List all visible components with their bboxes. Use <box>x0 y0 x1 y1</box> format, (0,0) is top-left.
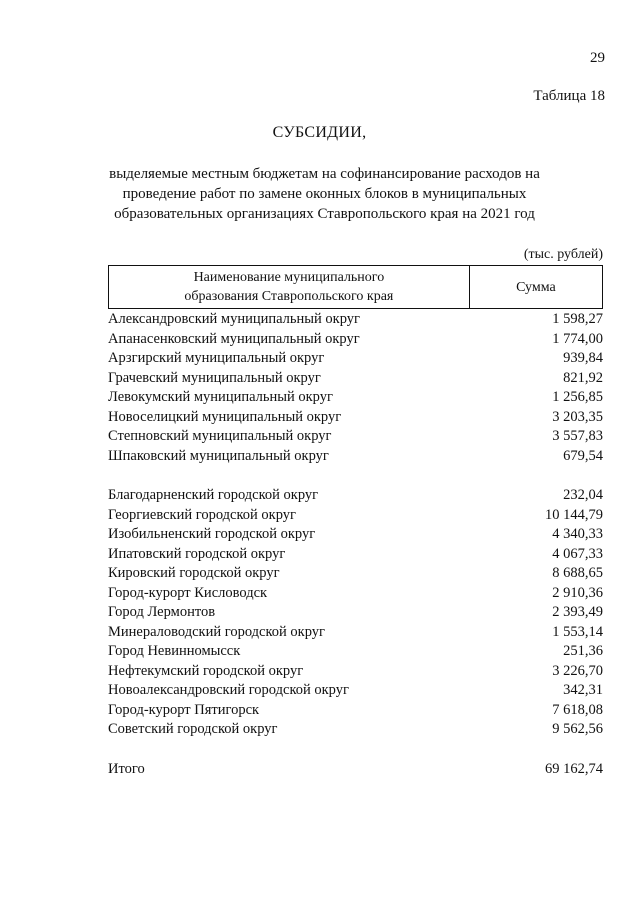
total-row <box>108 759 603 779</box>
subsidy-amount: 1 553,14 <box>552 623 603 640</box>
subsidy-amount: 1 774,00 <box>552 330 603 347</box>
subtitle-line: образовательных организациях Ставропольского края на 2021 год <box>114 206 535 222</box>
table-row <box>108 310 603 330</box>
table-body <box>108 310 603 740</box>
column-header-name <box>109 266 470 309</box>
municipality-name: Изобильненский городской округ <box>108 526 316 542</box>
municipality-name: Грачевский муниципальный округ <box>108 369 321 386</box>
subsidy-amount: 251,36 <box>563 643 603 659</box>
subsidy-amount: 9 562,56 <box>552 721 603 737</box>
table-row <box>108 525 603 545</box>
row-group <box>108 310 603 466</box>
subsidy-amount: 3 557,83 <box>552 428 603 444</box>
subsidy-amount: 10 144,79 <box>545 506 603 523</box>
municipality-name: Благодарненский городской округ <box>108 487 319 503</box>
subsidy-amount: 4 340,33 <box>552 526 603 542</box>
total-label: Итого <box>108 761 145 777</box>
units-note: (тыс. рублей) <box>523 247 603 262</box>
municipality-name: Новоалександровский городской округ <box>108 682 349 698</box>
table-header <box>108 265 603 309</box>
table-row <box>108 506 603 526</box>
table-row <box>108 447 603 467</box>
municipality-name: Левокумский муниципальный округ <box>108 389 333 405</box>
table-row <box>108 681 603 701</box>
table-number: Таблица 18 <box>533 88 605 104</box>
table-row <box>108 330 603 350</box>
row-group <box>108 486 603 740</box>
subsidy-amount: 4 067,33 <box>552 545 603 562</box>
table-row <box>108 662 603 682</box>
municipality-name: Кировский городской округ <box>108 565 280 581</box>
table-row <box>108 388 603 408</box>
municipality-name: Александровский муниципальный округ <box>108 311 360 327</box>
subtitle-line: выделяемые местным бюджетам на софинансирование расходов на <box>109 166 540 182</box>
subsidy-amount: 821,92 <box>563 369 603 386</box>
subsidy-amount: 939,84 <box>563 350 603 366</box>
municipality-name: Нефтекумский городской округ <box>108 662 304 679</box>
table-row <box>108 545 603 565</box>
municipality-name: Степновский муниципальный округ <box>108 428 332 444</box>
municipality-name: Город-курорт Кисловодск <box>108 584 268 601</box>
document-title: СУБСИДИИ, <box>272 124 367 141</box>
table-row <box>108 603 603 623</box>
subsidy-amount: 679,54 <box>563 447 603 464</box>
subsidy-amount: 2 910,36 <box>552 584 603 601</box>
municipality-name: Шпаковский муниципальный округ <box>108 447 329 464</box>
subsidy-amount: 1 256,85 <box>552 389 603 405</box>
subsidy-amount: 7 618,08 <box>552 701 603 718</box>
municipality-name: Ипатовский городской округ <box>108 545 286 562</box>
subtitle-line: проведение работ по замене оконных блоков в муниципальных <box>122 186 527 202</box>
municipality-name: Город Невинномысск <box>108 643 241 659</box>
table-row <box>108 486 603 506</box>
municipality-name: Город-курорт Пятигорск <box>108 701 260 718</box>
column-header-name-line: образования Ставропольского края <box>184 289 394 304</box>
municipality-name: Апанасенковский муниципальный округ <box>108 330 360 347</box>
municipality-name: Георгиевский городской округ <box>108 506 296 523</box>
subsidy-amount: 2 393,49 <box>552 604 603 620</box>
subsidy-amount: 232,04 <box>563 487 603 503</box>
municipality-name: Город Лермонтов <box>108 604 216 620</box>
subsidy-amount: 3 203,35 <box>552 408 603 425</box>
table-row <box>108 584 603 604</box>
document-subtitle <box>90 164 559 224</box>
table-row <box>108 564 603 584</box>
municipality-name: Арзгирский муниципальный округ <box>108 350 325 366</box>
table-row <box>108 623 603 643</box>
municipality-name: Советский городской округ <box>108 721 278 737</box>
table-row <box>108 701 603 721</box>
table-row <box>108 408 603 428</box>
municipality-name: Новоселицкий муниципальный округ <box>108 408 342 425</box>
page-number: 29 <box>590 50 605 66</box>
subsidy-amount: 8 688,65 <box>552 565 603 581</box>
table-row <box>108 720 603 740</box>
subsidy-amount: 1 598,27 <box>552 311 603 327</box>
table-row <box>108 642 603 662</box>
subsidy-amount: 342,31 <box>563 682 603 698</box>
table-row <box>108 349 603 369</box>
subsidy-amount: 3 226,70 <box>552 662 603 679</box>
table-row <box>108 369 603 389</box>
column-header-sum: Сумма <box>469 266 602 309</box>
column-header-name-line: Наименование муниципального <box>193 270 385 285</box>
municipality-name: Минераловодский городской округ <box>108 623 325 640</box>
total-value: 69 162,74 <box>545 761 603 777</box>
table-row <box>108 427 603 447</box>
